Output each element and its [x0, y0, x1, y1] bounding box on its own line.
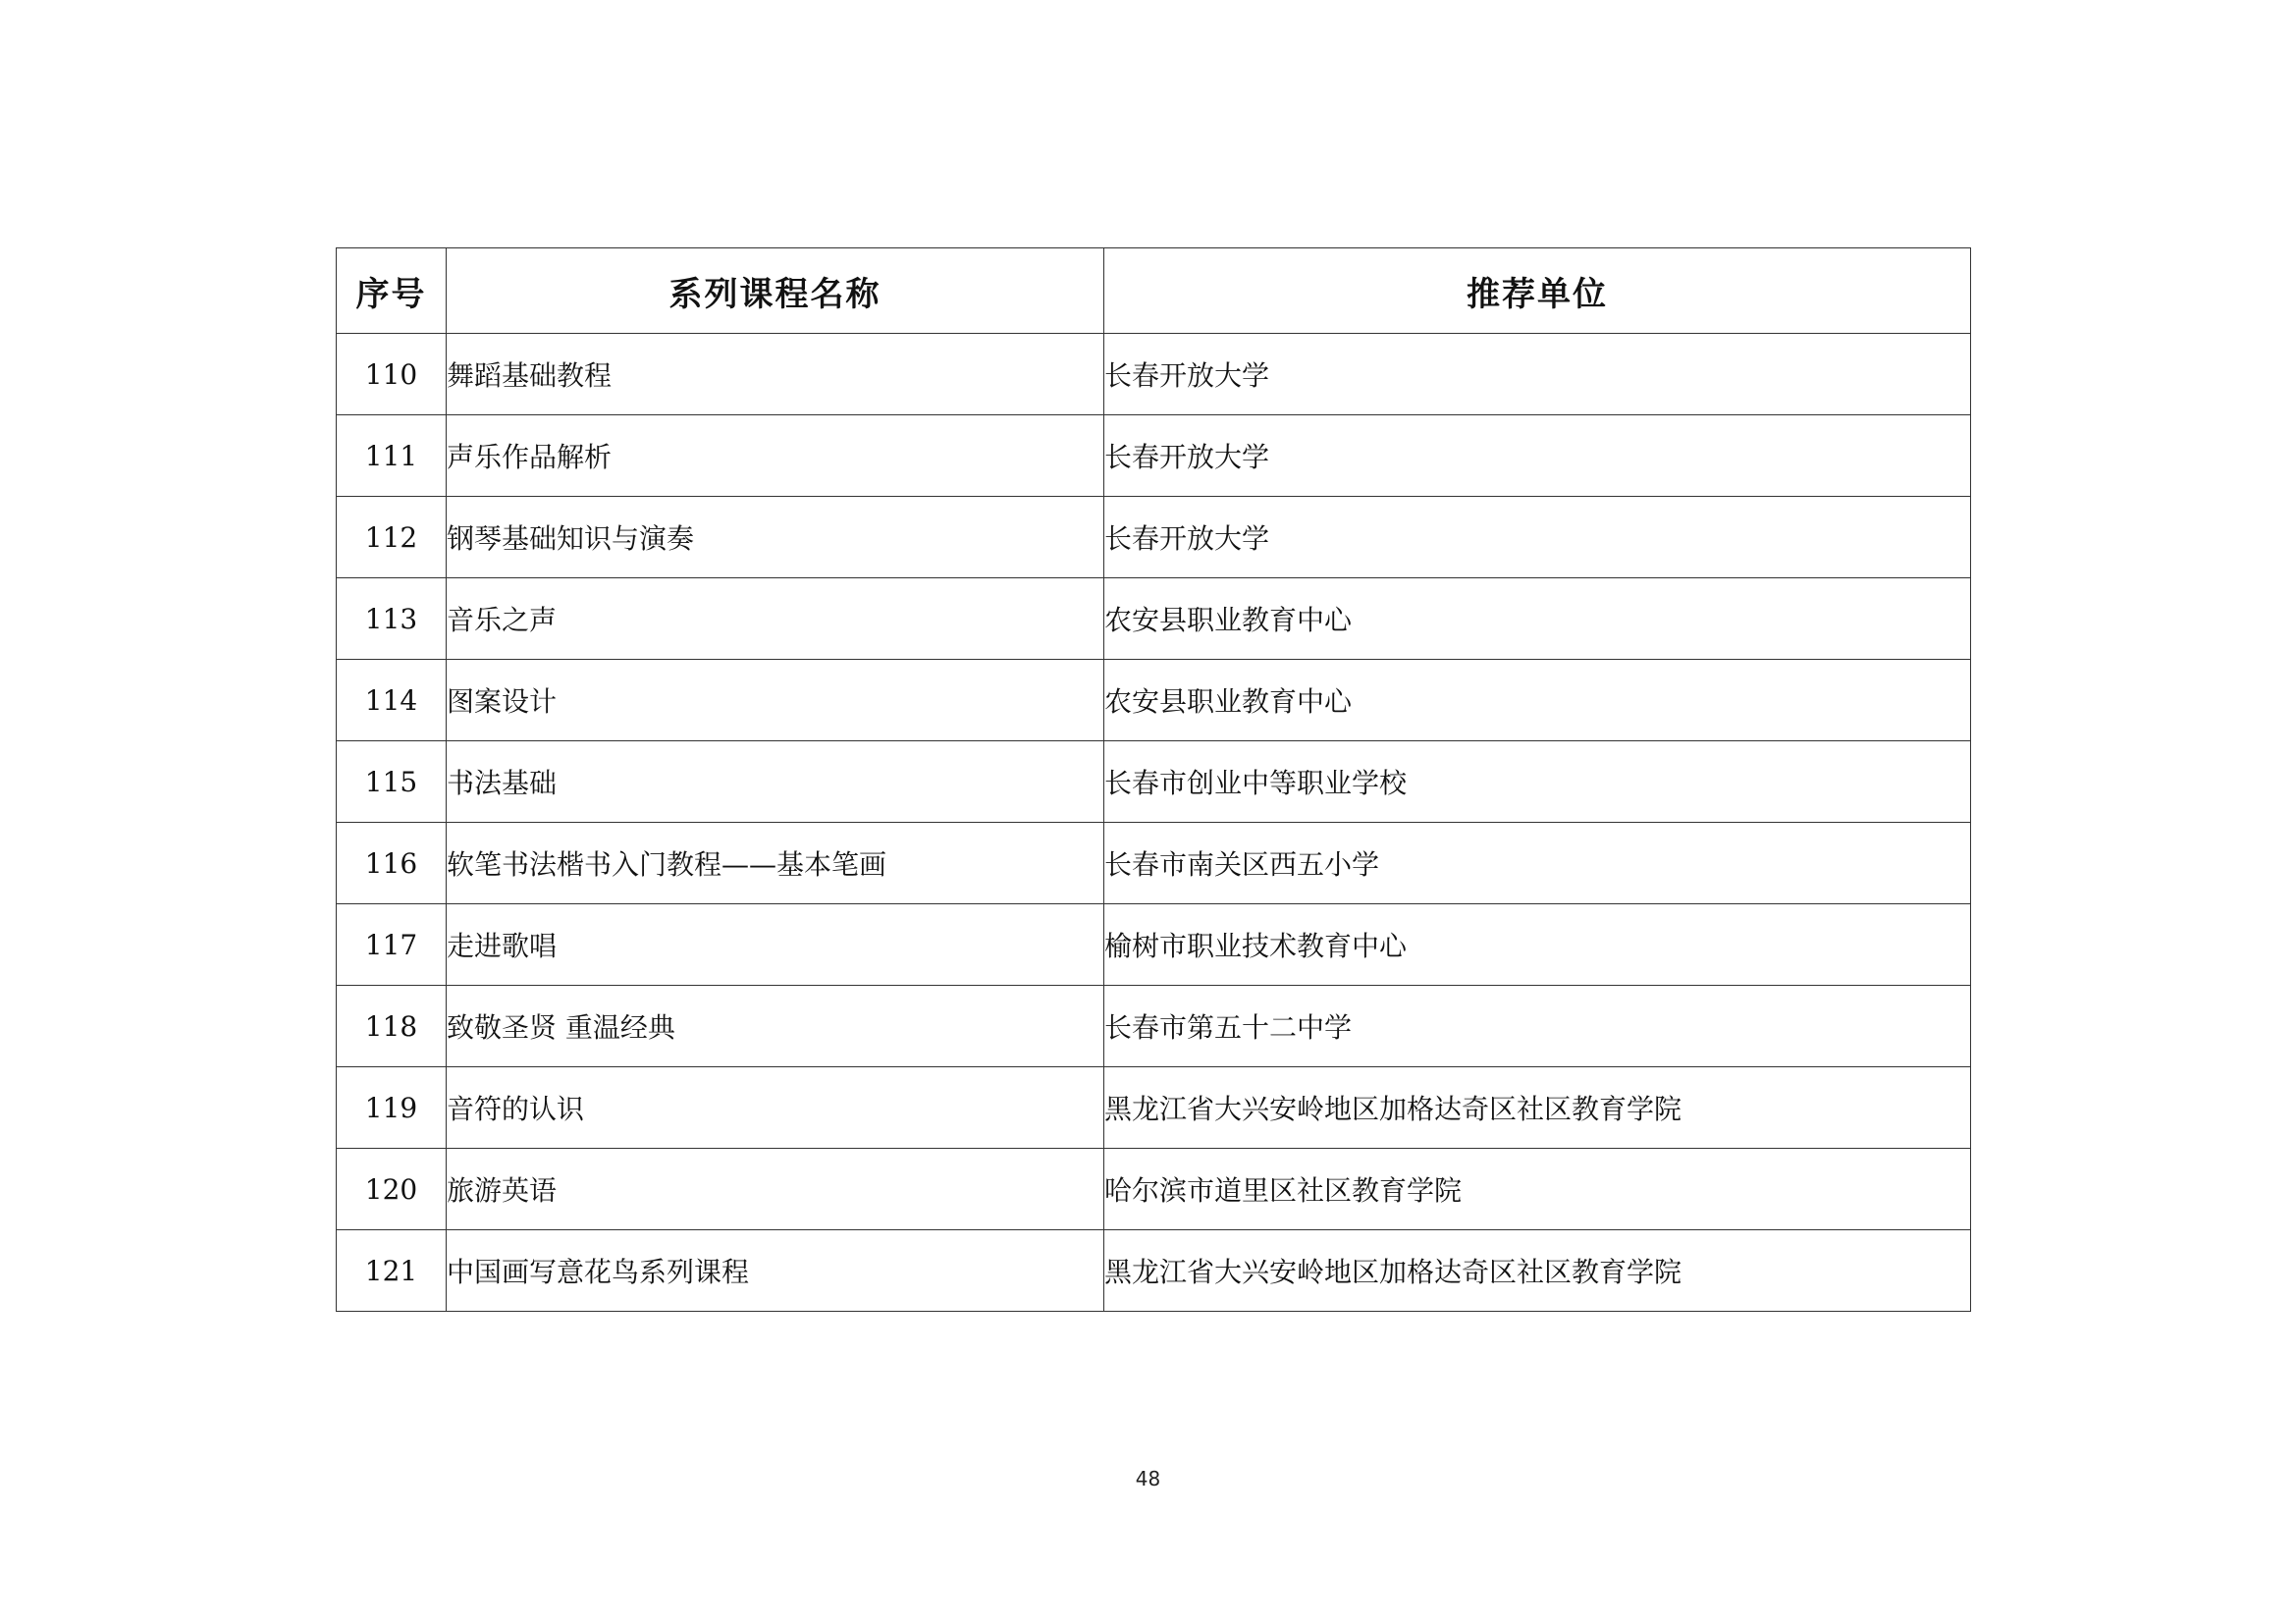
course-name-cell: 走进歌唱 — [447, 904, 1104, 986]
header-recommending-unit: 推荐单位 — [1104, 248, 1971, 334]
table-row — [337, 823, 1971, 904]
table-row — [337, 334, 1971, 415]
recommending-unit-cell: 榆树市职业技术教育中心 — [1104, 904, 1971, 986]
table-row — [337, 741, 1971, 823]
serial-number-cell: 118 — [337, 986, 447, 1067]
table-row — [337, 1067, 1971, 1149]
header-course-name: 系列课程名称 — [447, 248, 1104, 334]
serial-number-cell: 119 — [337, 1067, 447, 1149]
course-name-cell: 旅游英语 — [447, 1149, 1104, 1230]
page-number: 48 — [1135, 1467, 1161, 1490]
table-header-row — [337, 248, 1971, 334]
course-name-cell: 中国画写意花鸟系列课程 — [447, 1230, 1104, 1312]
recommending-unit-cell: 黑龙江省大兴安岭地区加格达奇区社区教育学院 — [1104, 1067, 1971, 1149]
course-name-cell: 音符的认识 — [447, 1067, 1104, 1149]
recommending-unit-cell: 长春市创业中等职业学校 — [1104, 741, 1971, 823]
table-row — [337, 904, 1971, 986]
serial-number-cell: 121 — [337, 1230, 447, 1312]
course-name-cell: 舞蹈基础教程 — [447, 334, 1104, 415]
serial-number-cell: 113 — [337, 578, 447, 660]
course-name-cell: 致敬圣贤 重温经典 — [447, 986, 1104, 1067]
recommending-unit-cell: 黑龙江省大兴安岭地区加格达奇区社区教育学院 — [1104, 1230, 1971, 1312]
course-name-cell: 声乐作品解析 — [447, 415, 1104, 497]
table-row — [337, 497, 1971, 578]
course-name-cell: 音乐之声 — [447, 578, 1104, 660]
recommending-unit-cell: 农安县职业教育中心 — [1104, 578, 1971, 660]
table-row — [337, 1149, 1971, 1230]
recommending-unit-cell: 长春开放大学 — [1104, 497, 1971, 578]
course-name-cell: 软笔书法楷书入门教程——基本笔画 — [447, 823, 1104, 904]
course-name-cell: 图案设计 — [447, 660, 1104, 741]
header-serial-number: 序号 — [337, 248, 447, 334]
serial-number-cell: 117 — [337, 904, 447, 986]
recommending-unit-cell: 长春开放大学 — [1104, 415, 1971, 497]
serial-number-cell: 116 — [337, 823, 447, 904]
serial-number-cell: 110 — [337, 334, 447, 415]
table-row — [337, 660, 1971, 741]
serial-number-cell: 120 — [337, 1149, 447, 1230]
serial-number-cell: 111 — [337, 415, 447, 497]
serial-number-cell: 112 — [337, 497, 447, 578]
table-row — [337, 578, 1971, 660]
table-row — [337, 1230, 1971, 1312]
recommending-unit-cell: 长春市第五十二中学 — [1104, 986, 1971, 1067]
serial-number-cell: 115 — [337, 741, 447, 823]
table-row — [337, 986, 1971, 1067]
recommending-unit-cell: 哈尔滨市道里区社区教育学院 — [1104, 1149, 1971, 1230]
course-name-cell: 钢琴基础知识与演奏 — [447, 497, 1104, 578]
course-name-cell: 书法基础 — [447, 741, 1104, 823]
recommending-unit-cell: 长春开放大学 — [1104, 334, 1971, 415]
table-row — [337, 415, 1971, 497]
serial-number-cell: 114 — [337, 660, 447, 741]
recommending-unit-cell: 长春市南关区西五小学 — [1104, 823, 1971, 904]
recommending-unit-cell: 农安县职业教育中心 — [1104, 660, 1971, 741]
course-table — [336, 247, 1971, 1312]
